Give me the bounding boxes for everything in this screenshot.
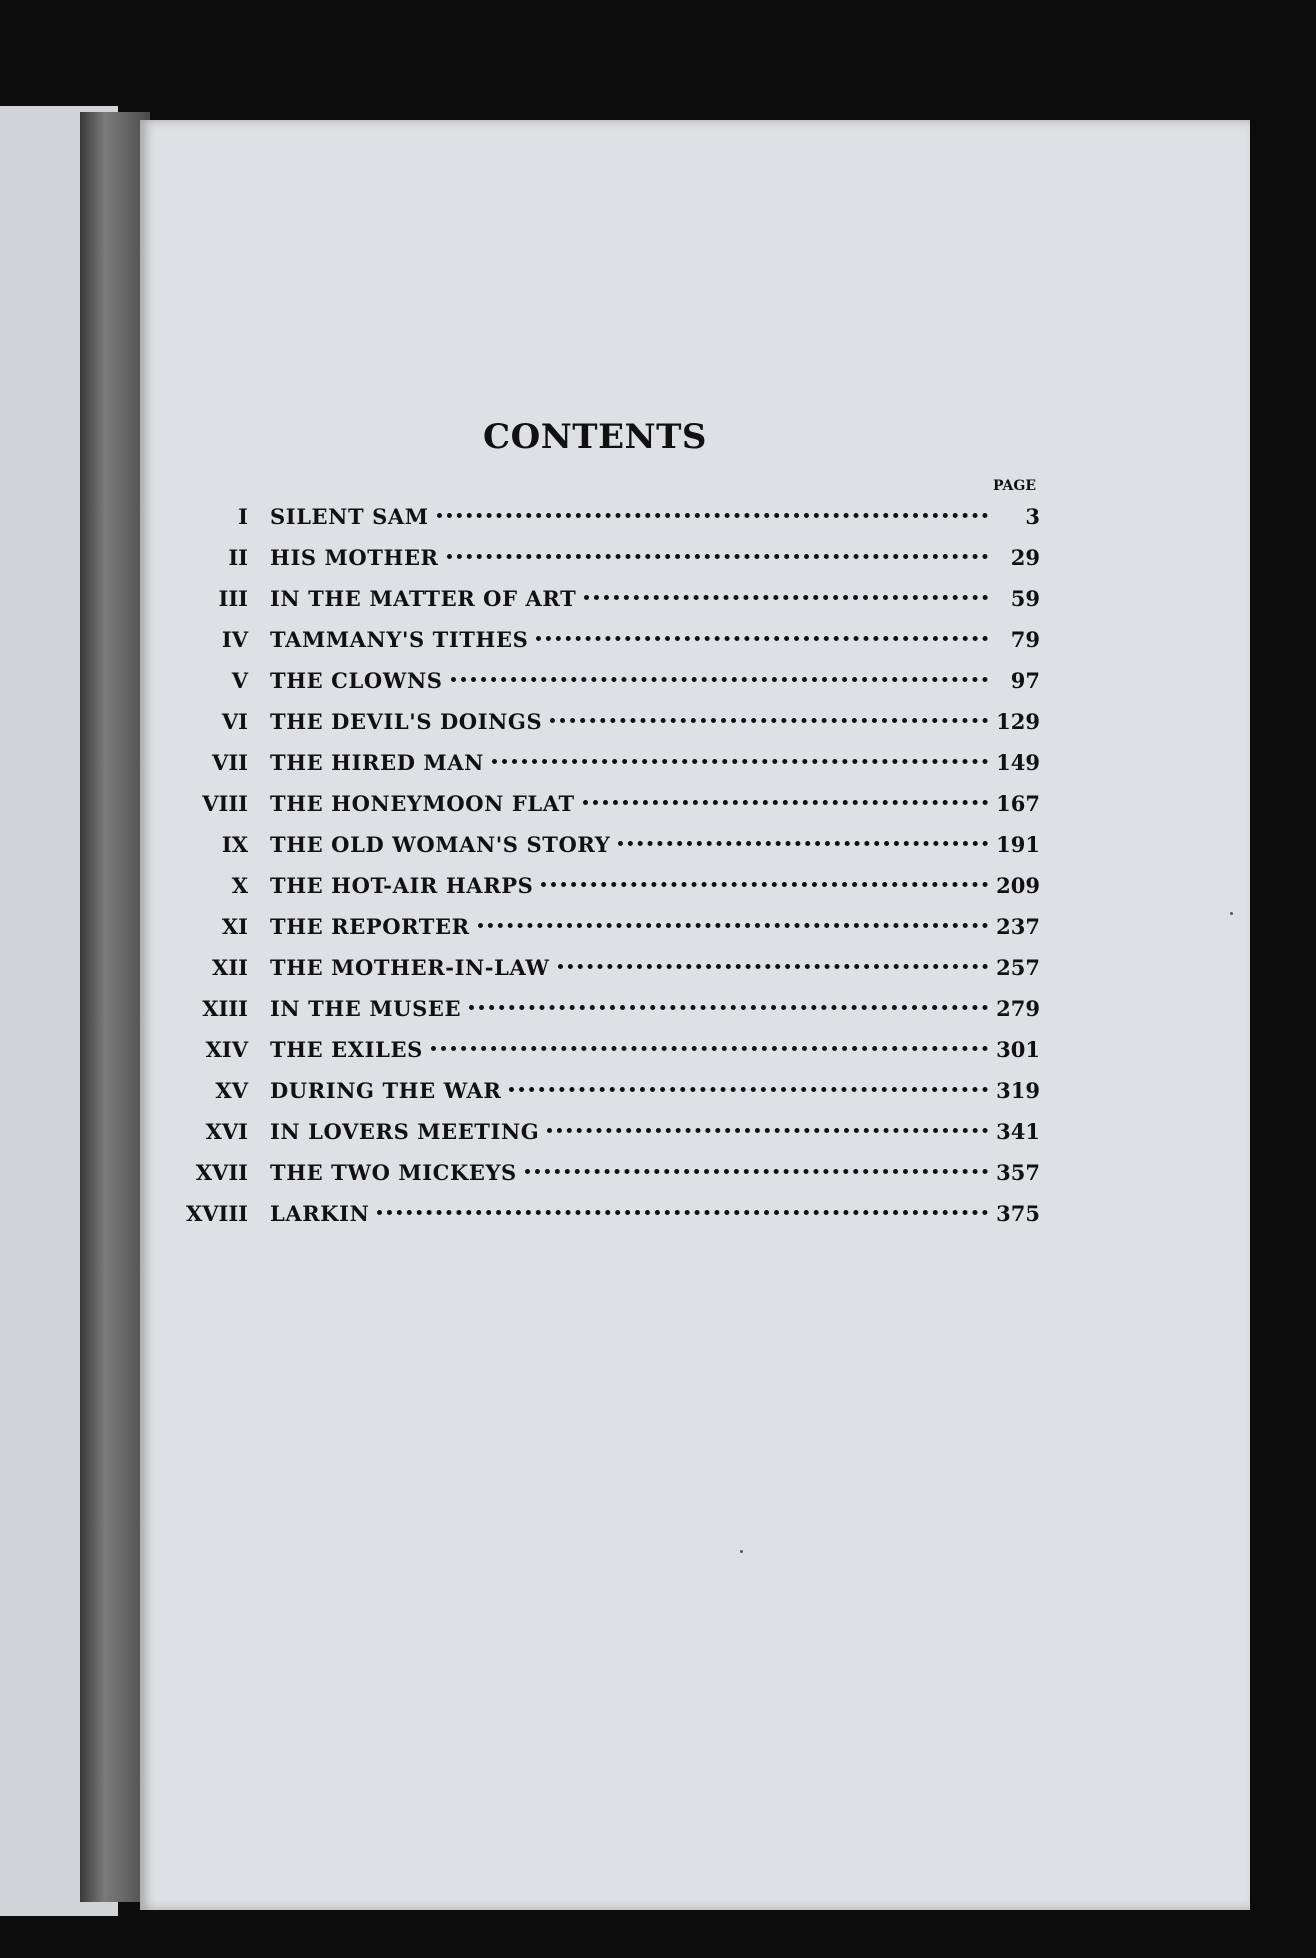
- chapter-line: [270, 955, 1040, 980]
- chapter-title: IN THE MATTER OF ART: [270, 586, 577, 611]
- chapter-page-number: 167: [996, 791, 1040, 816]
- chapter-title: THE DEVIL'S DOINGS: [270, 709, 543, 734]
- chapter-page-number: 129: [996, 709, 1040, 734]
- chapter-title: IN THE MUSEE: [270, 996, 462, 1021]
- chapter-page-number: 149: [996, 750, 1040, 775]
- chapter-line: [270, 1078, 1040, 1103]
- chapter-page-number: 341: [996, 1119, 1040, 1144]
- chapter-line: [270, 586, 1040, 611]
- dot-leader: [558, 964, 989, 969]
- chapter-line: [270, 504, 1040, 529]
- chapter-line: [270, 1119, 1040, 1144]
- chapter-line: [270, 1037, 1040, 1062]
- chapter-page-number: 237: [996, 914, 1040, 939]
- dot-leader: [541, 882, 988, 887]
- chapter-numeral: XV: [215, 1078, 248, 1103]
- chapter-page-number: 59: [1010, 586, 1040, 611]
- chapter-title: TAMMANY'S TITHES: [270, 627, 529, 652]
- toc-entry: [140, 783, 1040, 824]
- dot-leader: [547, 1128, 988, 1133]
- dot-leader: [431, 1046, 988, 1051]
- chapter-numeral: V: [231, 668, 248, 693]
- toc-entry: [140, 701, 1040, 742]
- dot-leader: [451, 677, 988, 682]
- dot-leader: [377, 1210, 988, 1215]
- dot-leader: [492, 759, 988, 764]
- chapter-numeral: I: [238, 504, 248, 529]
- chapter-page-number: 29: [1010, 545, 1040, 570]
- chapter-numeral: IV: [221, 627, 248, 652]
- chapter-line: [270, 996, 1040, 1021]
- chapter-numeral: XIII: [202, 996, 248, 1021]
- toc-entry: [140, 1111, 1040, 1152]
- chapter-numeral: III: [218, 586, 248, 611]
- chapter-page-number: 209: [996, 873, 1040, 898]
- chapter-line: [270, 668, 1040, 693]
- chapter-numeral: XIV: [205, 1037, 248, 1062]
- paper-speck: [1230, 912, 1233, 915]
- chapter-title: THE HONEYMOON FLAT: [270, 791, 575, 816]
- dot-leader: [447, 554, 988, 559]
- chapter-title: HIS MOTHER: [270, 545, 439, 570]
- toc-entry: [140, 947, 1040, 988]
- chapter-line: [270, 750, 1040, 775]
- chapter-title: THE MOTHER-IN-LAW: [270, 955, 550, 980]
- chapter-title: THE OLD WOMAN'S STORY: [270, 832, 611, 857]
- chapter-numeral: X: [231, 873, 248, 898]
- contents-page: [140, 120, 1250, 1910]
- chapter-line: [270, 832, 1040, 857]
- chapter-line: [270, 791, 1040, 816]
- dot-leader: [469, 1005, 988, 1010]
- chapter-page-number: 97: [1010, 668, 1040, 693]
- dot-leader: [478, 923, 988, 928]
- toc-entry: [140, 1029, 1040, 1070]
- toc-entry: [140, 1152, 1040, 1193]
- dot-leader: [536, 636, 988, 641]
- toc-entry: [140, 988, 1040, 1029]
- chapter-numeral: VII: [212, 750, 248, 775]
- dot-leader: [584, 595, 988, 600]
- chapter-page-number: 257: [996, 955, 1040, 980]
- dot-leader: [509, 1087, 988, 1092]
- toc-entry: [140, 1070, 1040, 1111]
- chapter-title: DURING THE WAR: [270, 1078, 502, 1103]
- chapter-title: THE REPORTER: [270, 914, 470, 939]
- chapter-line: [270, 545, 1040, 570]
- toc-entry: [140, 660, 1040, 701]
- chapter-page-number: 191: [996, 832, 1040, 857]
- chapter-numeral: VI: [221, 709, 248, 734]
- chapter-title: THE TWO MICKEYS: [270, 1160, 517, 1185]
- dot-leader: [525, 1169, 988, 1174]
- chapter-page-number: 357: [996, 1160, 1040, 1185]
- toc-entry: [140, 865, 1040, 906]
- toc-entry: [140, 619, 1040, 660]
- chapter-title: THE HIRED MAN: [270, 750, 484, 775]
- chapter-page-number: 279: [996, 996, 1040, 1021]
- chapter-line: [270, 1160, 1040, 1185]
- toc-entry: [140, 496, 1040, 537]
- chapter-page-number: 3: [1025, 504, 1040, 529]
- chapter-numeral: XI: [221, 914, 248, 939]
- chapter-title: IN LOVERS MEETING: [270, 1119, 540, 1144]
- chapter-title: THE HOT-AIR HARPS: [270, 873, 534, 898]
- chapter-title: LARKIN: [270, 1201, 370, 1226]
- chapter-numeral: XVIII: [185, 1201, 248, 1226]
- toc-entry: [140, 578, 1040, 619]
- toc-entry: [140, 906, 1040, 947]
- chapter-numeral: VIII: [202, 791, 248, 816]
- dot-leader: [437, 513, 988, 518]
- toc-entry: [140, 537, 1040, 578]
- page-title: CONTENTS: [483, 417, 707, 457]
- chapter-line: [270, 627, 1040, 652]
- chapter-page-number: 79: [1010, 627, 1040, 652]
- chapter-page-number: 301: [996, 1037, 1040, 1062]
- chapter-numeral: XVI: [205, 1119, 248, 1144]
- chapter-line: [270, 709, 1040, 734]
- paper-speck: [740, 1550, 743, 1553]
- chapter-page-number: 375: [996, 1201, 1040, 1226]
- chapter-line: [270, 1201, 1040, 1226]
- dot-leader: [618, 841, 988, 846]
- chapter-line: [270, 873, 1040, 898]
- chapter-page-number: 319: [996, 1078, 1040, 1103]
- chapter-line: [270, 914, 1040, 939]
- chapter-numeral: IX: [221, 832, 248, 857]
- dot-leader: [550, 718, 988, 723]
- chapter-title: THE CLOWNS: [270, 668, 443, 693]
- chapter-numeral: II: [228, 545, 248, 570]
- chapter-numeral: XVII: [195, 1160, 248, 1185]
- chapter-numeral: XII: [212, 955, 248, 980]
- toc-entry: [140, 824, 1040, 865]
- chapter-title: THE EXILES: [270, 1037, 423, 1062]
- toc-entry: [140, 742, 1040, 783]
- dot-leader: [583, 800, 988, 805]
- chapter-title: SILENT SAM: [270, 504, 429, 529]
- table-of-contents: [140, 496, 1040, 1234]
- toc-entry: [140, 1193, 1040, 1234]
- page-column-label: PAGE: [993, 478, 1036, 494]
